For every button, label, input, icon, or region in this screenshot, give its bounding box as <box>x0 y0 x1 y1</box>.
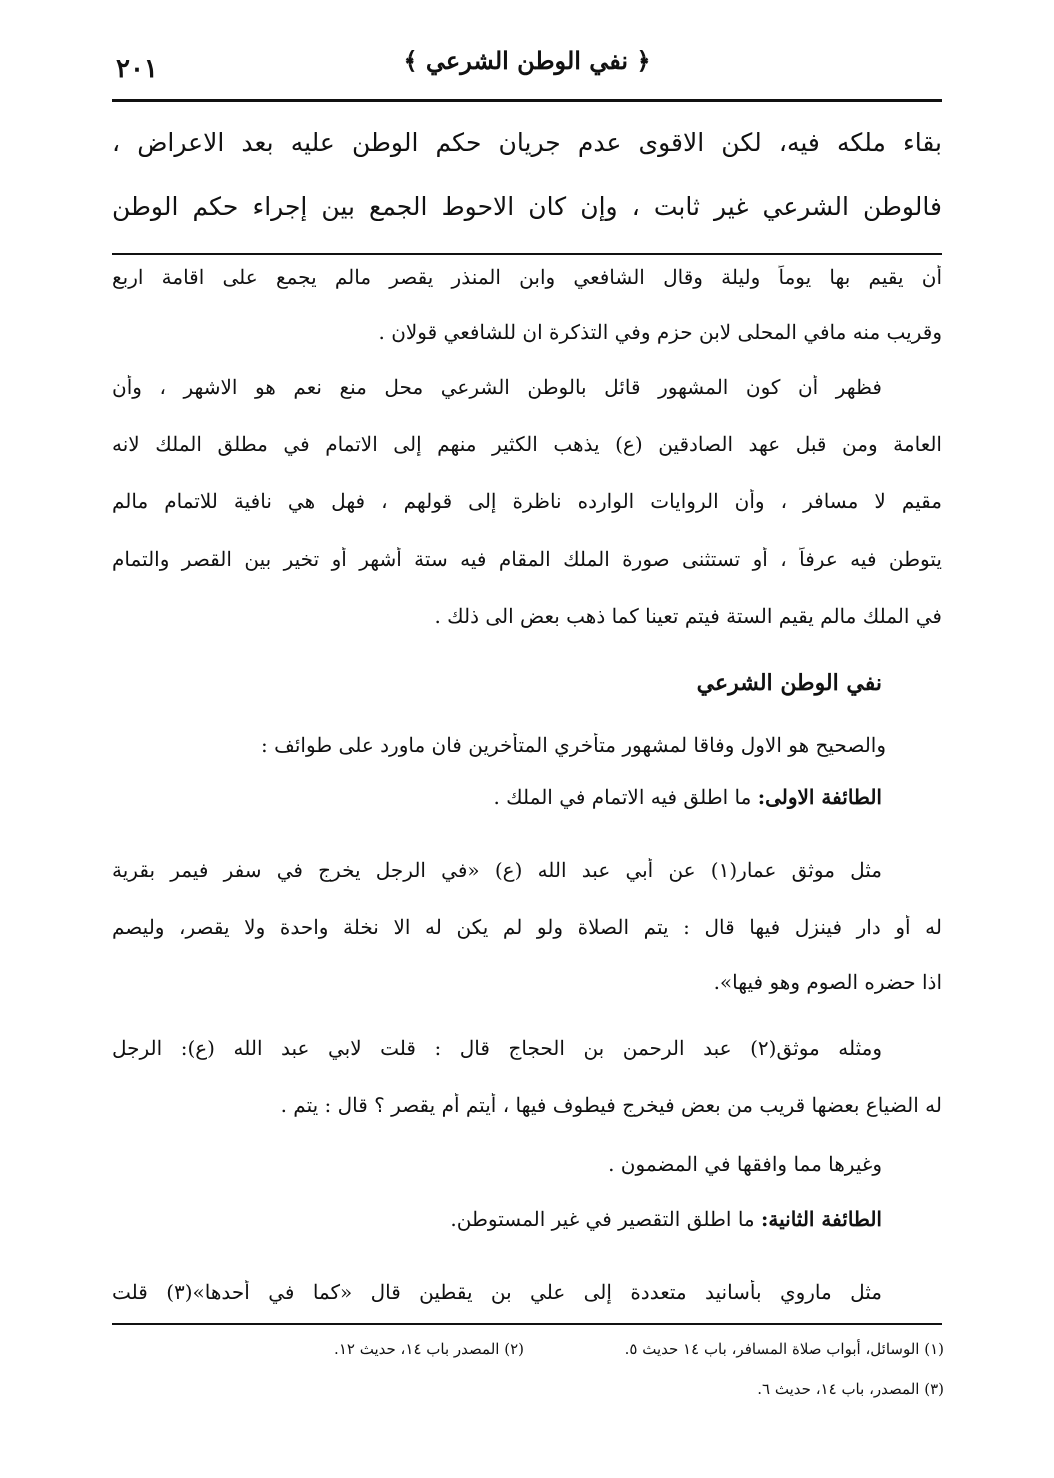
prev-text-rule <box>112 253 942 255</box>
group-1-label: الطائفة الاولى: <box>757 785 882 809</box>
header-rule <box>112 99 942 102</box>
page-number: ٢٠١ <box>116 54 158 84</box>
footnote-2: (٢) المصدر باب ١٤، حديث ١٢. <box>334 1340 524 1358</box>
paragraph-1-line-2: وقريب منه مافي المحلى لابن حزم وفي التذكرة ان للشافعي قولان . <box>378 320 942 344</box>
group-2-label: الطائفة الثانية: <box>760 1207 882 1231</box>
paragraph-4-line-1: مثل موثق عمار(١) عن أبي عبد الله (ع) «في الرجل يخرج في سفر فيمر بقرية <box>112 858 883 882</box>
footnote-3: (٣) المصدر، باب ١٤، حديث ٦. <box>757 1380 944 1398</box>
page-header <box>112 40 942 100</box>
footnote-1: (١) الوسائل، أبواب صلاة المسافر، باب ١٤ حديث ٥. <box>624 1340 944 1358</box>
group-1-text: ما اطلق فيه الاتمام في الملك . <box>493 785 758 809</box>
paragraph-4-line-3: اذا حضره الصوم وهو فيها». <box>713 970 942 994</box>
paragraph-7-line-1: مثل ماروي بأسانيد متعددة إلى علي بن يقطين قال «كما في أحدها»(٣) قلت <box>112 1280 883 1304</box>
prev-text-line-2: فالوطن الشرعي غير ثابت ، وإن كان الاحوط الجمع بين إجراء حكم الوطن <box>112 192 942 221</box>
section-heading: نفي الوطن الشرعي <box>696 670 882 696</box>
paragraph-6-line-1: وغيرها مما وافقها في المضمون . <box>608 1152 882 1176</box>
footnote-rule <box>112 1323 942 1325</box>
paragraph-2-line-1: فظهر أن كون المشهور قائل بالوطن الشرعي محل منع نعم هو الاشهر ، وأن <box>112 375 882 399</box>
group-1-line <box>112 785 942 809</box>
paragraph-1-line-1: أن يقيم بها يوماً وليلة وقال الشافعي وابن المنذر يقصر مالم يجمع على اقامة اربع <box>112 265 942 289</box>
paragraph-2-line-4: يتوطن فيه عرفاً ، أو تستثنى صورة الملك المقام فيه ستة أشهر أو تخير بين القصر والتمام <box>112 547 942 571</box>
running-title: ﴿ نفي الوطن الشرعي ﴾ <box>403 46 651 75</box>
paragraph-2-line-3: مقيم لا مسافر ، وأن الروايات الوارده ناظرة إلى قولهم ، فهل هي نافية للاتمام مالم <box>112 489 942 513</box>
paragraph-3-line-1: والصحيح هو الاول وفاقا لمشهور متأخري المتأخرين فان ماورد على طوائف : <box>261 733 886 757</box>
paragraph-5-line-2: له الضياع بعضها قريب من بعض فيخرج فيطوف فيها ، أيتم أم يقصر ؟ قال : يتم . <box>280 1093 942 1117</box>
paragraph-2-line-5: في الملك مالم يقيم الستة فيتم تعينا كما ذهب بعض الى ذلك . <box>434 604 942 628</box>
paragraph-2-line-2: العامة ومن قبل عهد الصادقين (ع) يذهب الكثير منهم إلى الاتمام في مطلق الملك لانه <box>112 432 942 456</box>
paragraph-4-line-2: له أو دار فينزل فيها قال : يتم الصلاة ولو لم يكن له الا نخلة واحدة ولا يقصر، وليصم <box>112 915 942 939</box>
prev-text-line-1: بقاء ملكه فيه، لكن الاقوى عدم جريان حكم الوطن عليه بعد الاعراض ، <box>112 128 942 157</box>
group-2-line <box>112 1207 942 1231</box>
group-2-text: ما اطلق التقصير في غير المستوطن. <box>450 1207 761 1231</box>
paragraph-5-line-1: ومثله موثق(٢) عبد الرحمن بن الحجاج قال : قلت لابي عبد الله (ع): الرجل <box>112 1036 883 1060</box>
